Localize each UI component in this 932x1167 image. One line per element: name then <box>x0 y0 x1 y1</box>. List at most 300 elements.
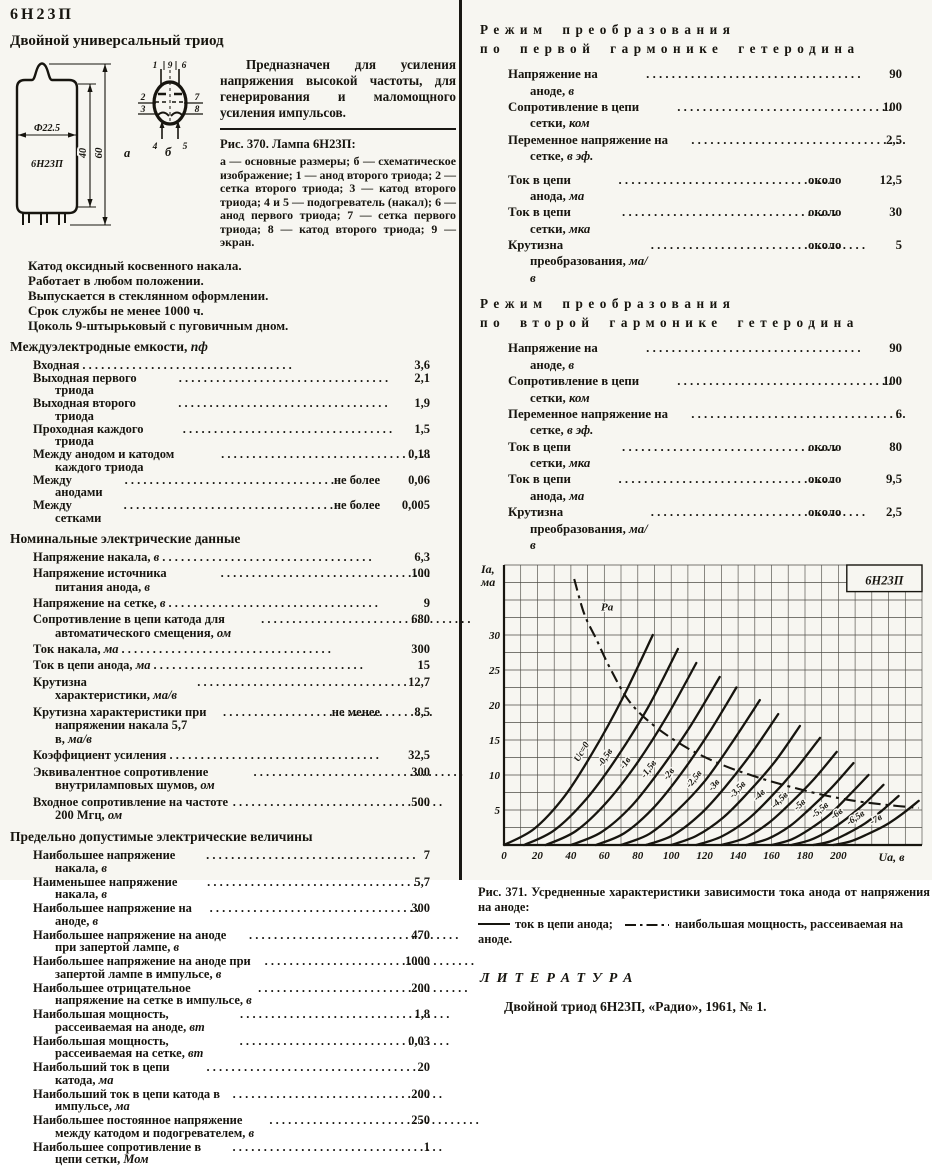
dot-leader <box>207 876 383 889</box>
param-qualifier: не менее <box>331 704 380 719</box>
dot-leader <box>162 551 383 565</box>
param-label: Наибольшее напряжение накала, в <box>33 848 176 875</box>
param-row <box>33 423 456 449</box>
param-unit: в <box>170 940 180 955</box>
dot-leader <box>154 659 383 673</box>
param-value: 1,9 <box>414 396 430 411</box>
param-value: 6,3 <box>414 549 430 564</box>
param-value: 250 <box>411 1113 430 1128</box>
param-unit: ма <box>565 488 585 503</box>
param-label: Проходная каждого триода <box>33 421 144 449</box>
tube-pins <box>23 213 65 225</box>
param-unit: вт <box>186 1019 205 1034</box>
param-value: 680 <box>411 612 430 627</box>
legend-solid-line-key <box>478 923 510 925</box>
param-qualifier: около <box>808 439 842 454</box>
param-unit: ма/в <box>64 732 92 747</box>
param-unit: в <box>565 83 575 98</box>
pin-5-label: 5 <box>182 142 188 152</box>
param-label: Наибольший ток в цепи катода, ма <box>33 1060 170 1087</box>
param-value: 2,5 <box>886 132 902 147</box>
svg-text:-5в: -5в <box>792 797 809 814</box>
chart-corner-label <box>847 565 922 592</box>
anode-characteristics-chart <box>478 559 930 873</box>
param-value: 12,7 <box>408 674 430 689</box>
pin-3-label: 3 <box>140 105 146 115</box>
heading-unit: пф <box>187 338 208 354</box>
section-heading <box>480 20 930 58</box>
svg-text:Uа, в: Uа, в <box>878 850 905 865</box>
svg-text:20: 20 <box>489 700 500 713</box>
param-value: 32,5 <box>408 748 430 763</box>
note-line: Выпускается в стеклянном оформлении. <box>28 287 269 303</box>
legend-dashdot-label: наибольшая мощность, рассеиваемая на аноде. <box>478 917 904 946</box>
dot-leader <box>233 796 383 810</box>
param-unit: в <box>150 549 160 564</box>
param-label: Наименьшее напряжение накала, в <box>33 874 178 902</box>
param-row <box>508 204 930 237</box>
svg-text:100: 100 <box>662 850 680 863</box>
section-rows <box>8 551 456 824</box>
param-row <box>508 439 930 472</box>
dot-leader <box>619 172 805 188</box>
param-unit: мка <box>565 456 591 471</box>
param-row <box>33 796 456 824</box>
param-row <box>33 902 456 928</box>
param-value: 90 <box>889 341 902 356</box>
param-unit: мка <box>565 221 591 236</box>
svg-text:140: 140 <box>729 850 747 863</box>
dot-leader <box>646 340 857 356</box>
svg-text:6Н23П: 6Н23П <box>865 573 904 588</box>
param-value: 90 <box>889 67 902 82</box>
svg-text:-7в: -7в <box>868 813 885 828</box>
param-value: 7 <box>423 848 430 863</box>
param-value: 3,6 <box>414 357 430 372</box>
param-unit: ма <box>111 1099 130 1114</box>
param-label: Ток в цепи анода, ма <box>508 472 585 503</box>
param-qualifier: около <box>808 505 842 520</box>
param-value: 2,1 <box>414 370 430 385</box>
param-row <box>33 929 456 955</box>
param-label: Ток накала, ма <box>33 642 119 657</box>
param-row <box>33 372 456 398</box>
param-row <box>33 982 456 1008</box>
param-row <box>508 172 930 205</box>
param-row <box>508 99 930 132</box>
tube-model-title: 6Н23П <box>10 6 74 23</box>
param-unit: ком <box>565 390 590 405</box>
note-line: Работает в любом положении. <box>28 272 204 288</box>
param-row <box>33 1008 456 1034</box>
param-label: Напряжение накала, в <box>33 549 160 564</box>
param-value: 1,8 <box>414 1007 430 1022</box>
intro-paragraph: Предназначен для усиления напряжения высокой частоты, для генерирования и маломощного усиления импульсов. <box>220 57 456 121</box>
param-row <box>508 132 930 165</box>
left-column <box>8 4 456 1167</box>
dot-leader <box>169 597 384 611</box>
dot-leader <box>179 372 383 385</box>
dot-leader <box>269 1114 383 1127</box>
param-qualifier: около <box>808 172 842 187</box>
dot-leader <box>691 132 857 148</box>
svg-text:-6в: -6в <box>829 806 846 823</box>
param-unit: в эф. <box>563 423 594 438</box>
x-tick-labels <box>501 850 847 862</box>
heading-line: Режим преобразования <box>480 22 736 37</box>
param-unit: ом <box>104 808 123 823</box>
intro-column <box>220 57 456 250</box>
dim-40-label: 40 <box>78 148 89 158</box>
param-value: 0,03 <box>408 1033 430 1048</box>
param-label: Наибольшая мощность, рассеиваемая на аноде, вт <box>33 1007 205 1034</box>
param-label: Крутизна характеристики, ма/в <box>33 674 178 703</box>
param-row <box>33 474 456 500</box>
param-row <box>33 1141 456 1167</box>
svg-text:-4,5в: -4,5в <box>769 790 791 812</box>
dot-leader <box>646 66 857 82</box>
section-rows <box>8 849 456 1166</box>
param-value: 8,5 <box>414 704 430 719</box>
dot-leader <box>183 423 383 436</box>
param-label: Эквивалентное сопротивление внутриламповых шумов, ом <box>33 764 215 793</box>
svg-text:-2,5в: -2,5в <box>684 769 705 791</box>
pinout-diagram <box>138 61 203 139</box>
pin-1-label: 1 <box>152 61 158 71</box>
param-unit: ом <box>197 778 215 793</box>
param-row <box>33 1114 456 1140</box>
dot-leader <box>651 237 805 253</box>
svg-text:-4в: -4в <box>752 787 768 804</box>
param-value: 30 <box>889 205 902 220</box>
param-value: 100 <box>882 374 902 389</box>
param-row <box>33 397 456 423</box>
param-label: Напряжение источника питания анода, в <box>33 565 167 594</box>
dot-leader <box>258 982 383 995</box>
chart-grid <box>504 565 922 845</box>
param-value: 2,5 <box>886 505 902 520</box>
dot-leader <box>622 204 805 220</box>
param-label: Между анодами <box>33 472 103 500</box>
svg-text:ма: ма <box>481 575 496 590</box>
dot-leader <box>622 439 805 455</box>
fig371-chart-wrap <box>478 559 930 878</box>
param-value: 5 <box>895 238 902 253</box>
section-heading: Междуэлектродные емкости, пф <box>10 338 208 354</box>
dot-leader <box>233 1141 383 1154</box>
param-unit: в <box>243 993 252 1008</box>
param-row <box>33 1061 456 1087</box>
param-label: Сопротивление в цепи сетки, ком <box>508 100 640 131</box>
param-label: Выходная первого триода <box>33 370 137 398</box>
dot-leader <box>178 397 383 410</box>
param-label: Крутизна характеристики при напряжении накала 5,7 в, ма/в <box>33 704 207 747</box>
param-label: Наибольшее напряжение на аноде, в <box>33 901 192 928</box>
dot-leader <box>651 504 805 520</box>
param-label: Наибольшая мощность, рассеиваемая на сетке, вт <box>33 1033 204 1061</box>
svg-text:-5,5в: -5,5в <box>809 800 831 821</box>
left-parameter-sections <box>8 339 456 1166</box>
svg-text:15: 15 <box>489 735 500 748</box>
param-row <box>508 504 930 553</box>
dot-leader <box>240 1008 383 1021</box>
param-value: 15 <box>417 658 430 673</box>
right-parameter-sections <box>478 20 930 553</box>
param-value: 20 <box>417 1060 430 1075</box>
param-row <box>33 1035 456 1061</box>
param-row <box>33 676 456 704</box>
param-unit: в эф. <box>563 149 594 164</box>
param-qualifier: около <box>808 238 842 253</box>
dot-leader <box>122 643 383 657</box>
param-value: 0,18 <box>408 447 430 462</box>
fig371-legend <box>478 917 930 947</box>
param-value: 300 <box>411 642 430 657</box>
param-value: 1 <box>423 1139 430 1154</box>
param-label: Сопротивление в цепи катода для автоматического смещения, ом <box>33 612 232 640</box>
param-label: Входная <box>33 357 80 372</box>
svg-text:20: 20 <box>531 850 543 863</box>
param-unit: ма <box>95 1072 114 1087</box>
param-qualifier: не более <box>333 498 380 513</box>
param-unit: в <box>212 966 222 981</box>
param-value: 300 <box>411 764 430 779</box>
param-unit: ма <box>132 658 151 673</box>
dot-leader <box>210 902 383 915</box>
param-qualifier: не более <box>333 472 380 487</box>
svg-text:80: 80 <box>632 850 644 863</box>
right-column <box>478 12 930 1015</box>
param-value: 9,5 <box>886 472 902 487</box>
fig370-caption-title: Рис. 370. Лампа 6Н23П: <box>220 137 356 152</box>
param-unit: ма/в <box>530 521 648 552</box>
param-value: 300 <box>411 901 430 916</box>
heading-line: по второй гармонике гетеродина <box>480 315 859 331</box>
param-value: 0,005 <box>401 498 430 513</box>
param-label: Между сетками <box>33 498 102 525</box>
dot-leader <box>249 929 383 942</box>
svg-text:-3в: -3в <box>706 778 723 794</box>
y-tick-labels <box>488 630 501 817</box>
legend-solid-label: ток в цепи анода; <box>515 917 613 932</box>
param-label: Между анодом и катодом каждого триода <box>33 447 175 474</box>
dot-leader <box>169 749 383 763</box>
heading-line: Режим преобразования <box>480 296 736 312</box>
param-label: Крутизна преобразования, ма/в <box>508 505 648 552</box>
param-unit: ком <box>565 116 590 131</box>
param-value: 6 <box>895 406 902 421</box>
param-value: 200 <box>411 980 430 995</box>
param-value: 470 <box>411 927 430 942</box>
param-label: Наибольшее постоянное напряжение между катодом и подогревателем, в <box>33 1113 255 1140</box>
param-label: Напряжение на аноде, в <box>508 341 598 372</box>
pin-2-label: 2 <box>140 93 146 103</box>
param-value: 80 <box>889 439 902 454</box>
param-unit: в <box>156 595 166 610</box>
dot-leader <box>207 1061 383 1074</box>
param-unit: ма/в <box>530 254 648 285</box>
tube-bulb-outline <box>17 64 77 214</box>
dot-leader <box>82 359 383 372</box>
param-label: Наибольшее напряжение на аноде при запертой лампе, в <box>33 927 227 955</box>
note-line: Катод оксидный косвенного накала. <box>28 257 242 273</box>
svg-text:25: 25 <box>489 665 500 678</box>
svg-text:5: 5 <box>494 805 500 818</box>
param-row <box>508 373 930 406</box>
param-label: Крутизна преобразования, ма/в <box>508 238 648 285</box>
section-heading: Номинальные электрические данные <box>10 530 241 546</box>
pin-9-label: 9 <box>167 61 173 71</box>
param-value: 200 <box>411 1086 430 1101</box>
svg-text:160: 160 <box>763 850 780 863</box>
dot-leader <box>619 471 805 487</box>
svg-text:10: 10 <box>489 770 500 783</box>
svg-text:-0,5в: -0,5в <box>596 747 616 770</box>
power-curve-label: Pа <box>601 601 614 614</box>
dot-leader <box>223 706 329 720</box>
param-qualifier: около <box>808 472 842 487</box>
param-unit: в <box>245 1125 255 1140</box>
dot-leader <box>221 448 383 461</box>
svg-text:120: 120 <box>696 850 713 863</box>
param-value: 9 <box>423 595 430 610</box>
heading-line: по первой гармонике гетеродина <box>480 41 860 57</box>
tube-subtitle: Двойной универсальный триод <box>10 33 224 49</box>
svg-text:0: 0 <box>501 850 507 863</box>
svg-text:-6,5в: -6,5в <box>845 809 867 829</box>
param-row <box>508 66 930 99</box>
legend-dashdot-line-key <box>624 921 670 929</box>
param-row <box>33 499 456 525</box>
param-value: 1000 <box>405 954 430 969</box>
dot-leader <box>677 373 857 389</box>
tube-outline-drawing <box>8 57 216 225</box>
dot-leader <box>254 766 384 780</box>
dim-60-label: 60 <box>93 147 105 159</box>
param-label: Наибольшее сопротивление в цепи сетки, Мом <box>33 1139 202 1167</box>
param-row <box>33 551 456 565</box>
param-value: 500 <box>411 794 430 809</box>
param-unit: Мом <box>120 1152 149 1167</box>
param-qualifier: около <box>808 205 842 220</box>
svg-text:180: 180 <box>796 850 814 863</box>
dot-leader <box>125 474 331 487</box>
param-row <box>508 471 930 504</box>
svg-text:Iа,: Iа, <box>481 562 495 577</box>
fig371-caption: Рис. 371. Усредненные характеристики зависимости тока анода от напряжения на аноде: <box>478 885 930 915</box>
dot-leader <box>233 1088 383 1101</box>
param-unit: ом <box>213 625 232 640</box>
param-label: Переменное напряжение на сетке, в эф. <box>508 132 669 164</box>
param-row <box>33 359 456 372</box>
literature-reference: Двойной триод 6Н23П, «Радио», 1961, № 1. <box>504 998 767 1014</box>
param-label: Напряжение на аноде, в <box>508 67 598 98</box>
param-row <box>33 448 456 474</box>
param-label: Сопротивление в цепи сетки, ком <box>508 374 640 405</box>
param-value: 100 <box>882 100 902 115</box>
pin-6-label: 6 <box>181 61 187 71</box>
param-label: Выходная второго триода <box>33 396 136 423</box>
param-row <box>33 567 456 595</box>
param-value: 1,5 <box>414 421 430 436</box>
param-label: Наибольший ток в цепи катода в импульсе, ма <box>33 1086 221 1114</box>
note-line: Цоколь 9-штырьковый с пуговичным дном. <box>28 317 289 333</box>
tube-marking: 6Н23П <box>30 159 64 170</box>
param-label: Наибольшее отрицательное напряжение на сетке в импульсе, в <box>33 980 252 1008</box>
param-label: Ток в цепи сетки, мка <box>508 439 591 471</box>
param-row <box>33 597 456 611</box>
param-label: Ток в цепи сетки, мка <box>508 205 591 236</box>
param-unit: вт <box>184 1046 204 1061</box>
param-value: 12,5 <box>879 172 902 187</box>
param-unit: в <box>89 913 99 928</box>
param-row <box>508 340 930 373</box>
figure-370-row <box>8 57 456 250</box>
dot-leader <box>677 99 857 115</box>
param-unit: в <box>141 579 150 594</box>
param-row <box>33 849 456 875</box>
param-unit: в <box>565 357 575 372</box>
param-row <box>33 659 456 673</box>
dot-leader <box>221 567 383 581</box>
param-label: Наибольшее напряжение на аноде при запертой лампе в импульсе, в <box>33 954 251 981</box>
param-unit: ма <box>100 642 119 657</box>
svg-text:Uc=0: Uc=0 <box>572 740 593 765</box>
param-row <box>33 613 456 641</box>
param-unit: в <box>98 860 107 875</box>
caption-divider <box>220 128 456 130</box>
param-row <box>33 766 456 794</box>
param-row <box>33 1088 456 1114</box>
literature-heading: ЛИТЕРАТУРА <box>480 970 640 986</box>
general-notes <box>28 258 456 333</box>
dot-leader <box>691 406 857 422</box>
svg-text:200: 200 <box>830 850 847 863</box>
sub-label-a: а <box>124 146 131 160</box>
svg-text:-1,5в: -1,5в <box>639 759 660 781</box>
section-heading: Предельно допустимые электрические величины <box>10 829 313 845</box>
param-label: Напряжение на сетке, в <box>33 595 166 610</box>
param-label: Ток в цепи анода, ма <box>33 658 151 673</box>
param-row <box>33 749 456 763</box>
note-line: Срок службы не менее 1000 ч. <box>28 302 204 318</box>
param-row <box>33 643 456 657</box>
param-label: Ток в цепи анода, ма <box>508 172 585 203</box>
pin-7-label: 7 <box>194 93 200 103</box>
dot-leader <box>265 955 383 968</box>
param-row <box>508 237 930 286</box>
dot-leader <box>197 676 383 690</box>
sub-label-b: б <box>165 145 172 159</box>
dot-leader <box>206 849 383 862</box>
svg-text:40: 40 <box>565 850 577 863</box>
param-label: Переменное напряжение на сетке, в эф. <box>508 406 669 438</box>
svg-text:-2в: -2в <box>661 766 678 783</box>
dim-diameter-label: Ф22.5 <box>33 123 61 134</box>
param-row <box>508 406 930 439</box>
param-label: Коэффициент усиления <box>33 748 167 763</box>
svg-text:60: 60 <box>598 850 610 863</box>
param-unit: ма/в <box>150 688 178 703</box>
svg-text:-1в: -1в <box>618 755 634 772</box>
param-row <box>33 876 456 902</box>
dot-leader <box>124 499 331 512</box>
param-value: 0,06 <box>408 472 430 487</box>
section-heading <box>480 294 930 332</box>
param-value: 100 <box>411 565 430 580</box>
pin-8-label: 8 <box>194 105 200 115</box>
pin-4-label: 4 <box>152 142 158 152</box>
